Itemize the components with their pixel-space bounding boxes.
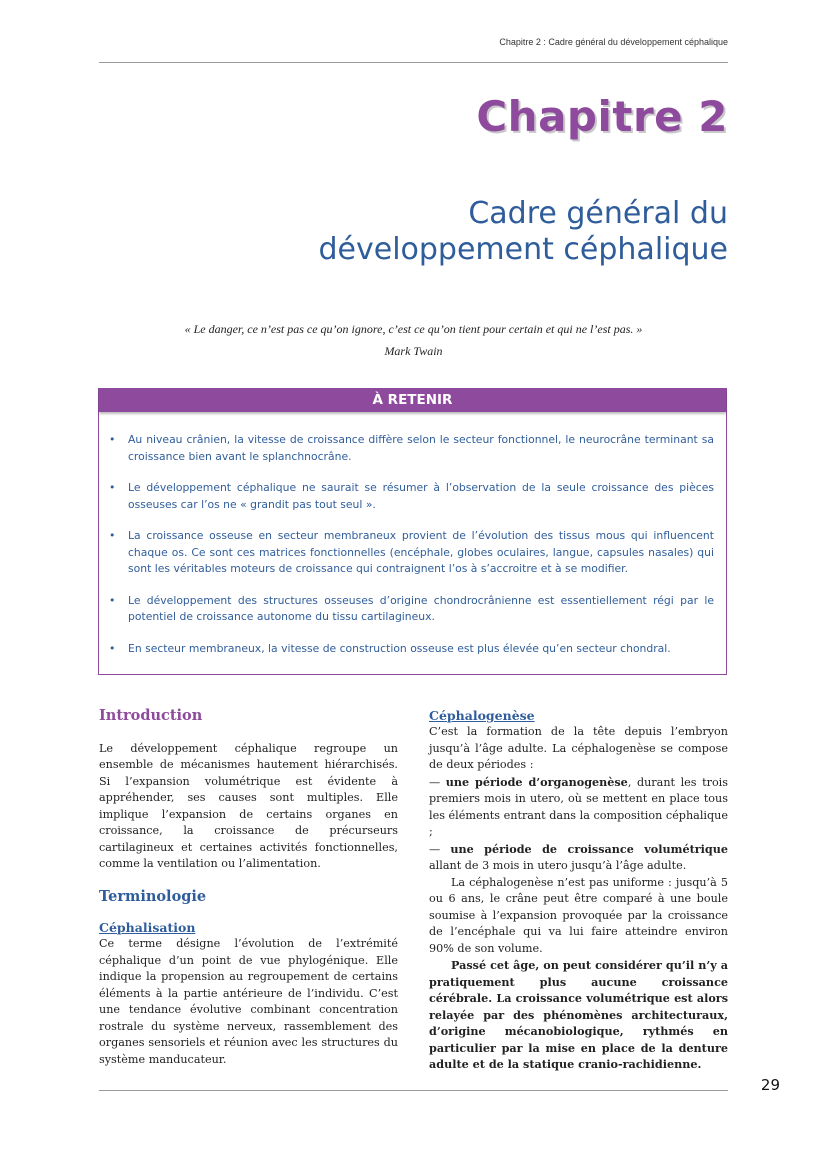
running-header: Chapitre 2 : Cadre général du développement céphalique xyxy=(499,37,728,47)
right-column xyxy=(429,708,728,1073)
key-points-list xyxy=(99,412,726,657)
period-description: , durant les trois premiers mois in utero, où se mettent en place tous les éléments entrant dans la composition céphalique ; xyxy=(429,775,729,838)
period-term: une période d’organogenèse xyxy=(445,774,628,789)
nonuniform-paragraph: La céphalogenèse n’est pas uniforme : jusqu’à 5 ou 6 ans, le crâne peut être comparé à une boule soumise à l’expansion provoquée par la croissance de l’encéphale qui va lui faire atteindre environ 90% de son volume. xyxy=(429,875,728,955)
period-dash: — xyxy=(429,775,446,789)
epigraph-author: Mark Twain xyxy=(384,344,443,358)
header-rule xyxy=(99,62,728,63)
bullet-icon: • xyxy=(109,593,116,607)
epigraph xyxy=(99,322,728,359)
footer-rule xyxy=(99,1090,728,1091)
key-point-text: En secteur membraneux, la vitesse de construction osseuse est plus élevée qu’en secteur chondral. xyxy=(128,641,671,655)
chapter-title xyxy=(318,196,728,268)
period-term: une période de croissance volumétrique xyxy=(450,841,728,856)
key-point-text: Le développement des structures osseuses d’origine chondrocrânienne est essentiellement régi par le potentiel de croissance autonome du tissu cartilagineux. xyxy=(128,593,714,623)
chapter-number: Chapitre 2 xyxy=(476,92,728,141)
period-dash: — xyxy=(429,842,451,856)
epigraph-quote: « Le danger, ce n’est pas ce qu’on ignore, c’est ce qu’on tient pour certain et qui ne l’est pas. » xyxy=(184,322,643,336)
period-item-organogenesis xyxy=(429,774,728,841)
period-item-growth xyxy=(429,841,728,875)
key-point-text: La croissance osseuse en secteur membraneux provient de l’évolution des tissus mous qui influencent chaque os. Ce sont ces matrices fonctionnelles (encéphale, globes oculaires, langue, capsules nasales) qui sont les véritables moteurs de croissance qui contraignent l’os à s’accroitre et à se modifier. xyxy=(128,529,714,575)
page-number: 29 xyxy=(760,1076,780,1094)
key-point-text: Au niveau crânien, la vitesse de croissance diffère selon le secteur fonctionnel, le neurocrâne terminant sa croissance bien avant le splanchnocrâne. xyxy=(128,433,714,463)
chapter-title-line2: développement céphalique xyxy=(318,232,728,267)
key-point-text: Le développement céphalique ne saurait se résumer à l’observation de la seule croissance des pièces osseuses car l’os ne « grandit pas tout seul ». xyxy=(128,481,714,511)
cephalisation-heading: Céphalisation xyxy=(99,920,196,935)
bullet-icon: • xyxy=(109,641,116,655)
key-points-box xyxy=(98,388,727,675)
key-point-item xyxy=(109,432,714,465)
key-point-item xyxy=(109,641,714,658)
introduction-heading: Introduction xyxy=(99,707,203,724)
cephalisation-paragraph: Ce terme désigne l’évolution de l’extrémité céphalique d’un point de vue phylogénique. Elle indique la propension au regroupement de certains éléments à la partie antérieure de l’individu. C’est une tendance évolutive combinant concentration rostrale du système nerveux, rassemblement des organes sensoriels et réunion avec les structures du système manducateur. xyxy=(99,937,398,1066)
left-column xyxy=(99,708,398,1068)
period-description: allant de 3 mois in utero jusqu’à l’âge adulte. xyxy=(429,859,687,872)
key-point-item xyxy=(109,528,714,578)
architectural-paragraph: Passé cet âge, on peut considérer qu’il n’y a pratiquement plus aucune croissance cérébrale. La croissance volumétrique est alors relayée par des phénomènes architecturaux, d’origine mécanobiologique, rythmés en particulier par la mise en place de la denture adulte et de la statique cranio-rachidienne. xyxy=(429,958,728,1071)
key-points-title: À RETENIR xyxy=(99,389,726,412)
cephalogenese-heading: Céphalogenèse xyxy=(429,708,535,723)
bullet-icon: • xyxy=(109,529,116,542)
key-point-item xyxy=(109,593,714,626)
terminology-heading: Terminologie xyxy=(99,887,207,905)
introduction-paragraph: Le développement céphalique regroupe un ensemble de mécanismes hautement hiérarchisés. Si l’expansion volumétrique est évidente à appréhender, ses causes sont multiples. Elle implique l’expansion de certains organes en croissance, la croissance de précurseurs cartilagineux et certaines activités fonctionnelles, comme la ventilation ou l’alimentation. xyxy=(99,741,398,870)
cephalogenese-paragraph: C’est la formation de la tête depuis l’embryon jusqu’à l’âge adulte. La céphalogenèse se compose de deux périodes : xyxy=(429,725,728,771)
chapter-title-line1: Cadre général du xyxy=(468,196,728,231)
bullet-icon: • xyxy=(109,481,116,494)
key-point-item xyxy=(109,480,714,513)
bullet-icon: • xyxy=(109,433,116,446)
